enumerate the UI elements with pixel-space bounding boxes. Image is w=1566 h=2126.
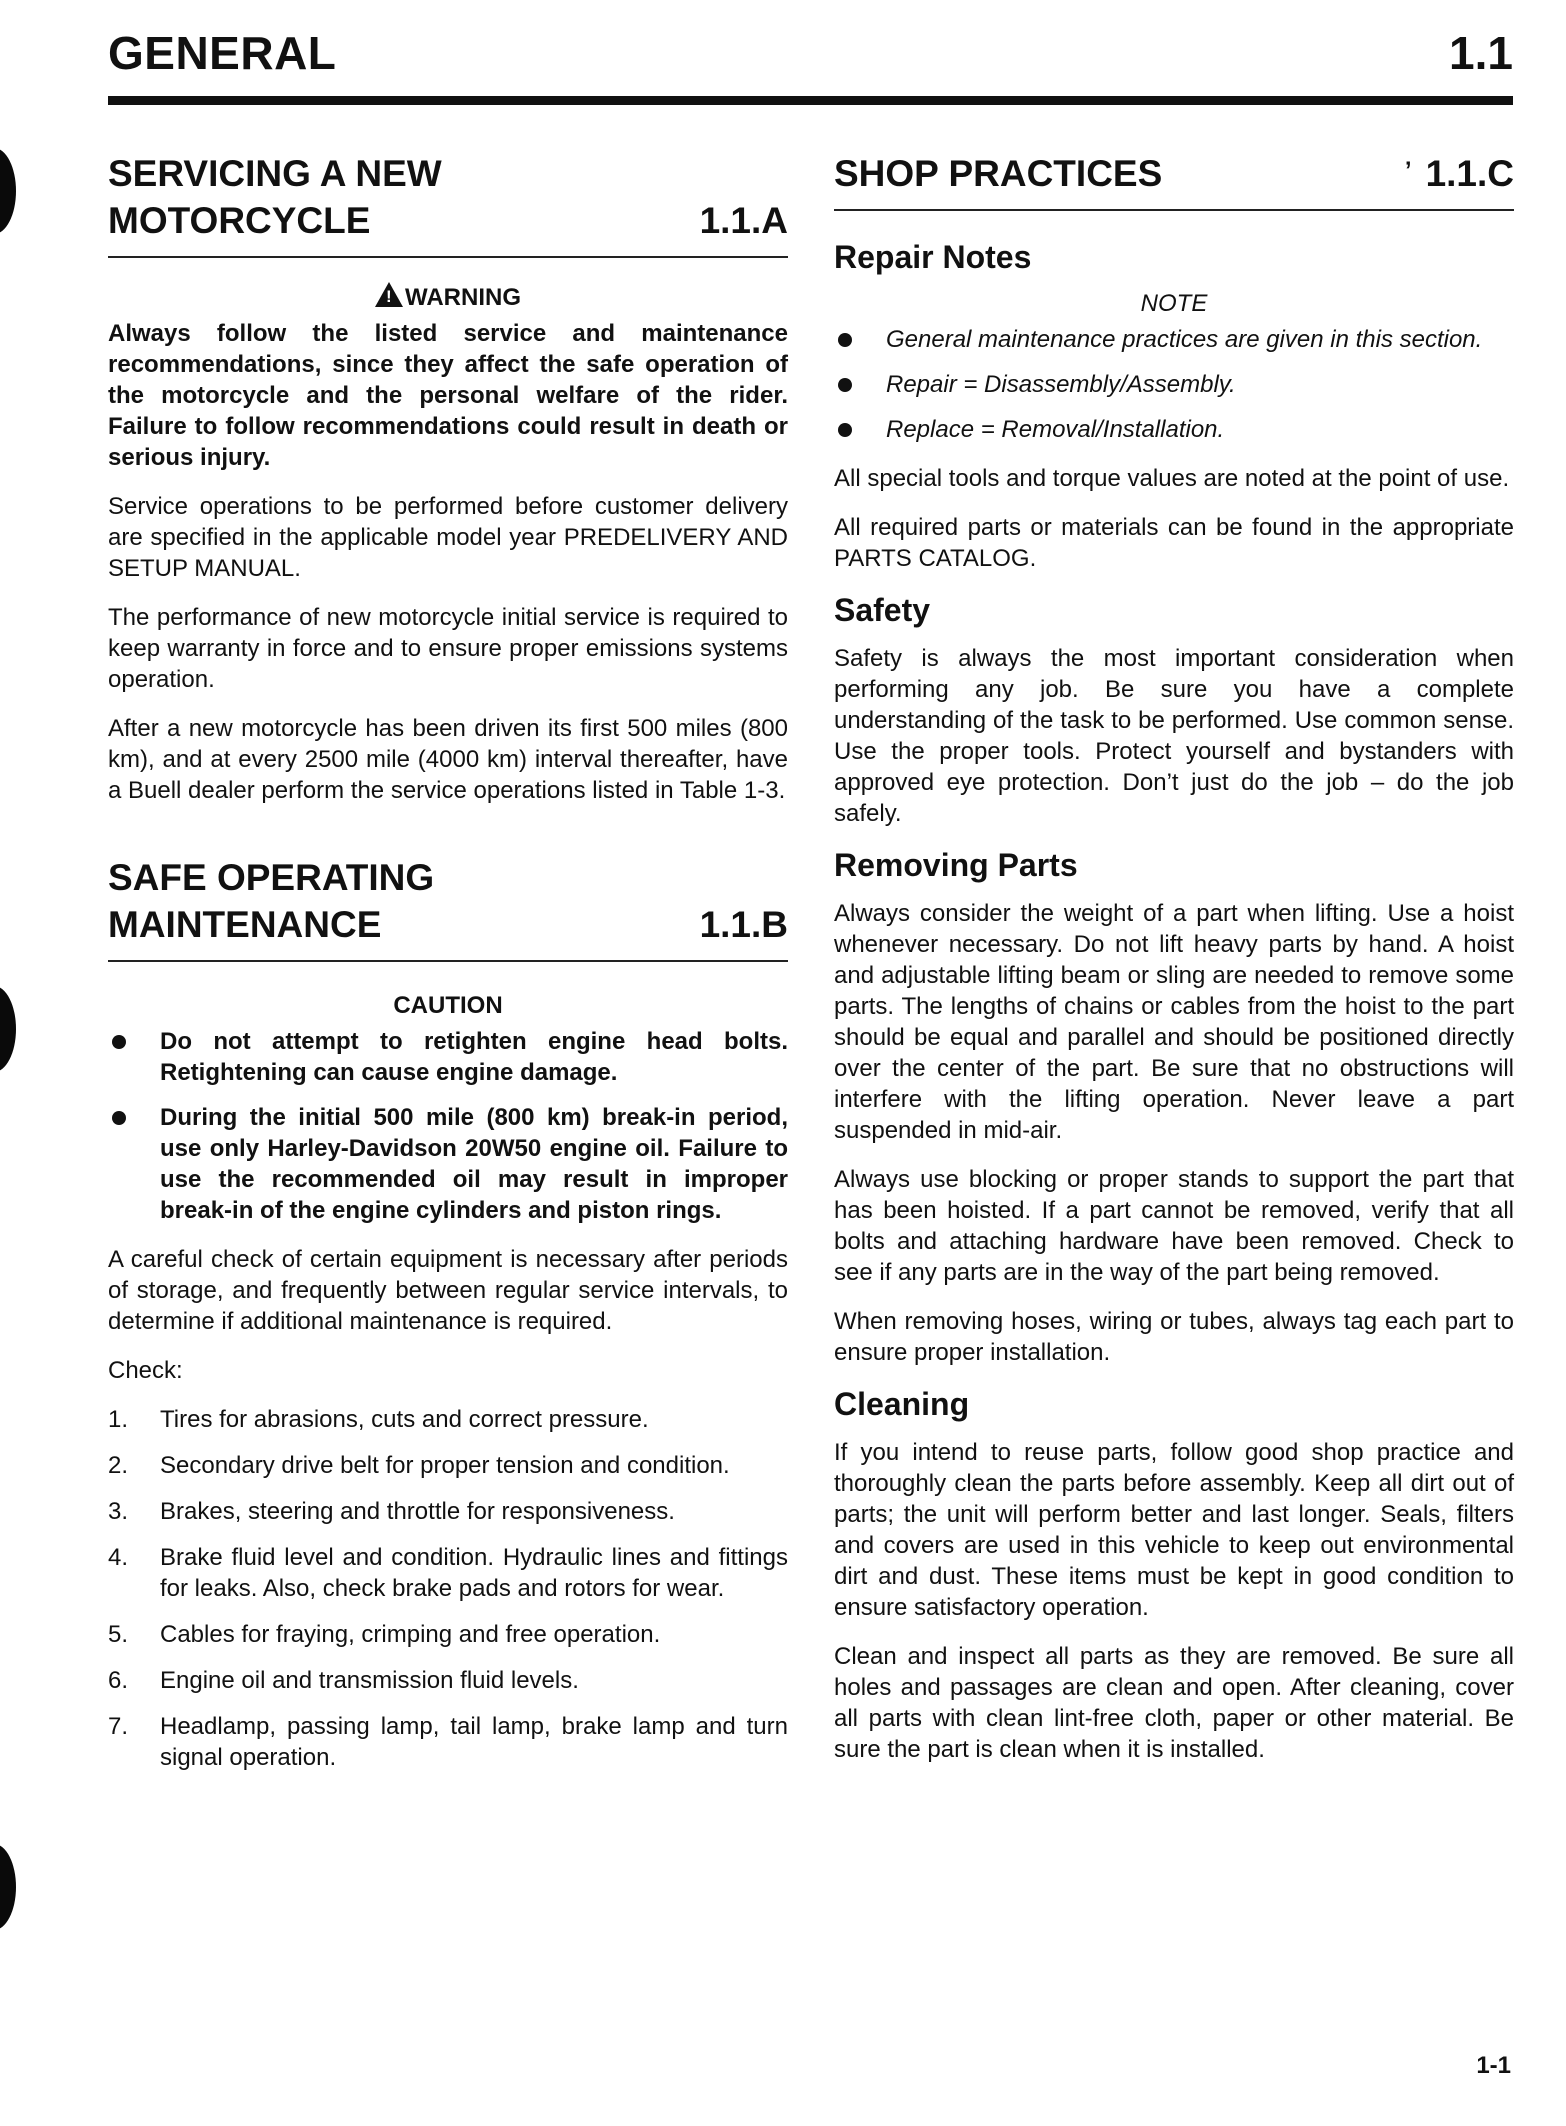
bullet-icon xyxy=(838,333,852,347)
tick-mark-icon: ’ xyxy=(1404,157,1412,184)
warning-text: Always follow the listed service and maintenance recommendations, since they affect the safe operation of the motorcycle and the personal welfare of the rider. Failure to follow recommendations could result in death or serious injury. xyxy=(108,320,788,471)
paragraph: After a new motorcycle has been driven its first 500 miles (800 km), and at every 2500 mile (4000 km) interval thereafter, have a Buell dealer perform the service operations listed in Table 1-3. xyxy=(108,715,788,804)
list-item: Replace = Removal/Installation. xyxy=(834,414,1514,445)
paragraph: Service operations to be performed before customer delivery are specified in the applicable model year PREDELIVERY AND SETUP MANUAL. xyxy=(108,493,788,582)
paragraph: Clean and inspect all parts as they are removed. Be sure all holes and passages are clean and open. After cleaning, cover all parts with clean lint-free cloth, paper or other material. Be sure the part is clean when it is installed. xyxy=(834,1643,1514,1763)
caution-list xyxy=(108,1026,788,1226)
chapter-title: GENERAL xyxy=(108,27,337,79)
section-number: 1.1.A xyxy=(699,200,788,241)
paragraph: Safety is always the most important consideration when performing any job. Be sure you have a complete understanding of the task to be performed. Use common sense. Use the proper tools. Protect yourself and bystanders with approved eye protection. Don’t just do the job – do the job safely. xyxy=(834,645,1514,827)
section-title: SERVICING A NEW MOTORCYCLE xyxy=(108,153,442,241)
bullet-icon xyxy=(112,1111,126,1125)
section-heading-a xyxy=(108,150,788,258)
paragraph: All special tools and torque values are noted at the point of use. xyxy=(834,465,1510,492)
list-item: 2. Secondary drive belt for proper tension and condition. xyxy=(108,1452,730,1479)
list-item: 6. Engine oil and transmission fluid levels. xyxy=(108,1667,579,1694)
list-item: 3. Brakes, steering and throttle for responsiveness. xyxy=(108,1498,675,1525)
chapter-number: 1.1 xyxy=(1449,27,1513,79)
note-heading: NOTE xyxy=(1140,290,1208,317)
header-rule xyxy=(108,96,1513,105)
warning-heading: !WARNING xyxy=(108,282,788,312)
section-number: ’ 1.1.C xyxy=(1404,153,1514,194)
page-header xyxy=(108,26,1513,106)
section-title: SHOP PRACTICES xyxy=(834,153,1163,194)
paragraph: Always use blocking or proper stands to support the part that has been hoisted. If a part cannot be removed, verify that all bolts and attaching hardware have been removed. Check to see if any parts are in the way of the part being removed. xyxy=(834,1166,1514,1286)
note-list xyxy=(834,324,1514,445)
list-item: 4. Brake fluid level and condition. Hydraulic lines and fittings for leaks. Also, check brake pads and rotors for wear. xyxy=(108,1544,788,1602)
paragraph: The performance of new motorcycle initial service is required to keep warranty in force and to ensure proper emissions systems operation. xyxy=(108,604,788,693)
check-label: Check: xyxy=(108,1357,183,1384)
section-heading-c xyxy=(834,150,1514,211)
section-number: 1.1.B xyxy=(699,904,788,945)
paragraph: A careful check of certain equipment is necessary after periods of storage, and frequently between regular service intervals, to determine if additional maintenance is required. xyxy=(108,1246,788,1335)
binder-hole xyxy=(0,986,16,1072)
list-item: General maintenance practices are given in this section. xyxy=(834,324,1514,355)
paragraph: Always consider the weight of a part when lifting. Use a hoist whenever necessary. Do not lift heavy parts by hand. A hoist and adjustable lifting beam or sling are needed to remove some parts. The lengths of chains or cables from the hoist to the part should be equal and parallel and should be positioned directly over the center of the part. Be sure that no obstructions will interfere with the lifting operation. Never leave a part suspended in mid-air. xyxy=(834,900,1514,1144)
list-item: During the initial 500 mile (800 km) break-in period, use only Harley-Davidson 20W50 engine oil. Failure to use the recommended oil may result in improper break-in of the engine cylinders and piston rings. xyxy=(108,1102,788,1226)
bullet-icon xyxy=(112,1035,126,1049)
paragraph: All required parts or materials can be found in the appropriate PARTS CATALOG. xyxy=(834,514,1514,572)
check-list xyxy=(108,1404,788,1773)
left-column xyxy=(108,150,788,1788)
warning-icon xyxy=(375,282,403,307)
subheading: Removing Parts xyxy=(834,847,1078,883)
binder-hole xyxy=(0,148,16,234)
section-title: SAFE OPERATING MAINTENANCE xyxy=(108,857,435,945)
subheading: Cleaning xyxy=(834,1386,970,1422)
right-column xyxy=(834,150,1514,1783)
section-heading-b xyxy=(108,854,788,962)
caution-heading: CAUTION xyxy=(393,992,503,1019)
page-number: 1-1 xyxy=(1476,2052,1511,2079)
list-item: Repair = Disassembly/Assembly. xyxy=(834,369,1514,400)
list-item: Do not attempt to retighten engine head bolts. Retightening can cause engine damage. xyxy=(108,1026,788,1088)
bullet-icon xyxy=(838,378,852,392)
list-item: 5. Cables for fraying, crimping and free operation. xyxy=(108,1621,661,1648)
bullet-icon xyxy=(838,423,852,437)
paragraph: If you intend to reuse parts, follow good shop practice and thoroughly clean the parts before assembly. Keep all dirt out of parts; the unit will perform better and last longer. Seals, filters and covers are used in this vehicle to keep out environmental dirt and dust. These items must be kept in good condition to ensure satisfactory operation. xyxy=(834,1439,1514,1621)
binder-hole xyxy=(0,1844,16,1930)
subheading: Repair Notes xyxy=(834,239,1032,275)
subheading: Safety xyxy=(834,592,931,628)
list-item: 1. Tires for abrasions, cuts and correct pressure. xyxy=(108,1406,649,1433)
paragraph: When removing hoses, wiring or tubes, always tag each part to ensure proper installation. xyxy=(834,1308,1514,1366)
list-item: 7. Headlamp, passing lamp, tail lamp, brake lamp and turn signal operation. xyxy=(108,1713,788,1771)
